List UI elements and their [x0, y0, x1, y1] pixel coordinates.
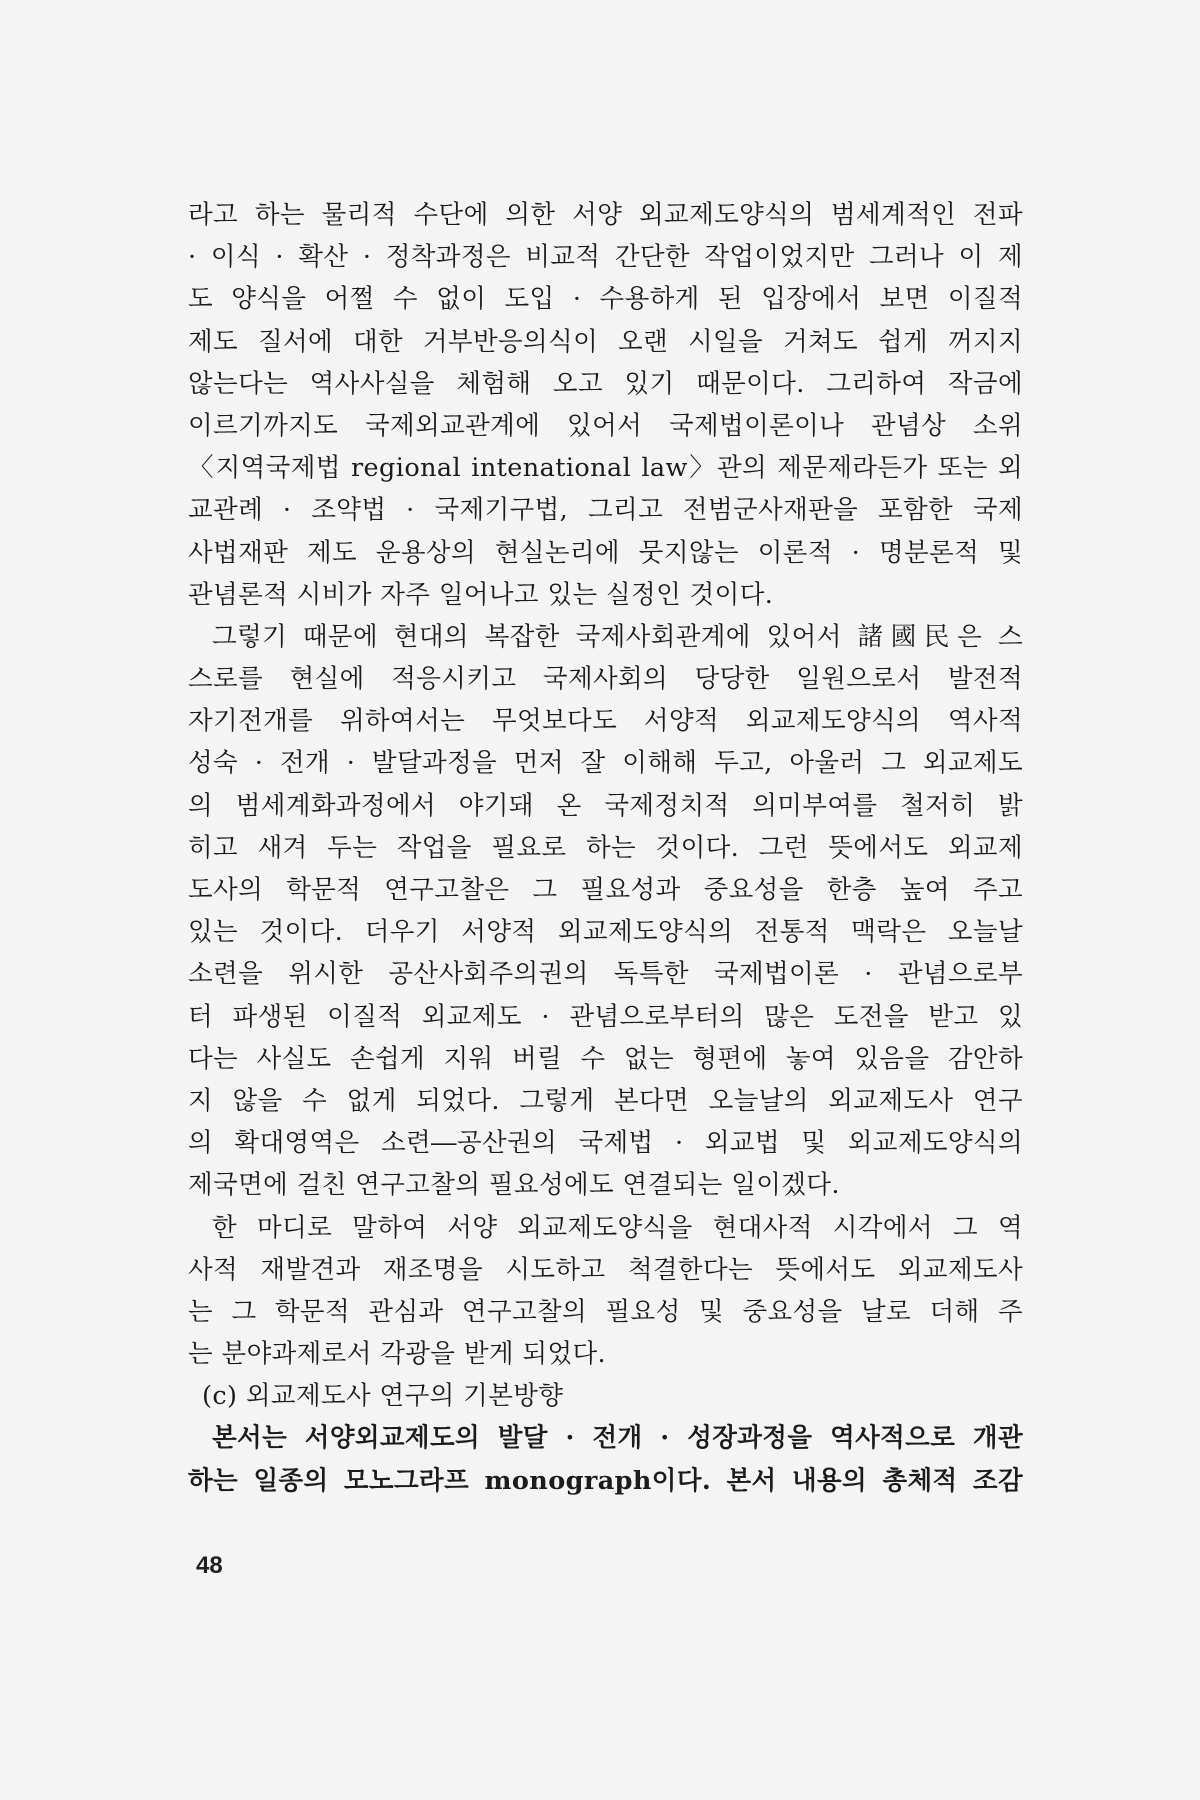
text-line: 교관례 · 조약법 · 국제기구법, 그리고 전범군사재판을 포함한 국제: [188, 495, 1023, 526]
text-line: 성숙 · 전개 · 발달과정을 먼저 잘 이해해 두고, 아울러 그 외교제도: [188, 748, 1023, 779]
text-line: 라고 하는 물리적 수단에 의한 서양 외교제도양식의 범세계적인 전파: [188, 200, 1023, 230]
text-line: 제국면에 걸친 연구고찰의 필요성에도 연결되는 일이겠다.: [188, 1170, 840, 1201]
page-number: 48: [196, 1552, 223, 1579]
text-line: 히고 새겨 두는 작업을 필요로 하는 것이다. 그런 뜻에서도 외교제: [188, 832, 1023, 863]
text-line: 관념론적 시비가 자주 일어나고 있는 실정인 것이다.: [188, 579, 774, 610]
text-line: 소련을 위시한 공산사회주의권의 독특한 국제법이론 · 관념으로부: [188, 959, 1023, 990]
body-text: [188, 194, 1023, 1502]
text-line: 는 그 학문적 관심과 연구고찰의 필요성 및 중요성을 날로 더해 주: [188, 1296, 1023, 1327]
text-line: 의 확대영역은 소련―공산권의 국제법 · 외교법 및 외교제도양식의: [188, 1128, 1023, 1159]
text-line: 는 분야과제로서 각광을 받게 되었다.: [188, 1339, 607, 1370]
paragraph: [188, 616, 1023, 1207]
text-line: 도사의 학문적 연구고찰은 그 필요성과 중요성을 한층 높여 주고: [188, 875, 1023, 905]
text-line: 스로를 현실에 적응시키고 국제사회의 당당한 일원으로서 발전적: [188, 664, 1023, 695]
text-line: 그렇기 때문에 현대의 복잡한 국제사회관계에 있어서 諸國民은 스: [212, 621, 1023, 652]
text-line: 〈지역국제법 regional intenational law〉관의 제문제라든가 또는 외: [188, 453, 1023, 484]
paragraph: [188, 194, 1023, 616]
text-line: 하는 일종의 모노그라프 monograph이다. 본서 내용의 총체적 조감: [188, 1465, 1023, 1496]
paragraph: [188, 1417, 1023, 1501]
text-line: 사적 재발견과 재조명을 시도하고 척결한다는 뜻에서도 외교제도사: [188, 1254, 1023, 1285]
text-line: 도 양식을 어쩔 수 없이 도입 · 수용하게 된 입장에서 보면 이질적: [188, 284, 1023, 315]
text-line: 의 범세계화과정에서 야기돼 온 국제정치적 의미부여를 철저히 밝: [188, 790, 1023, 821]
text-line: 않는다는 역사사실을 체험해 오고 있기 때문이다. 그리하여 작금에: [188, 368, 1023, 399]
text-line: 터 파생된 이질적 외교제도 · 관념으로부터의 많은 도전을 받고 있: [188, 1001, 1023, 1032]
text-line: 있는 것이다. 더우기 서양적 외교제도양식의 전통적 맥락은 오늘날: [188, 917, 1023, 948]
text-line: 한 마디로 말하여 서양 외교제도양식을 현대사적 시각에서 그 역: [212, 1212, 1023, 1243]
text-line: 제도 질서에 대한 거부반응의식이 오랜 시일을 거쳐도 쉽게 꺼지지: [188, 326, 1023, 357]
text-line: 지 않을 수 없게 되었다. 그렇게 본다면 오늘날의 외교제도사 연구: [188, 1085, 1023, 1116]
text-line: 사법재판 제도 운용상의 현실논리에 뭇지않는 이론적 · 명분론적 및: [188, 537, 1023, 568]
text-line: 본서는 서양외교제도의 발달 · 전개 · 성장과정을 역사적으로 개관: [212, 1423, 1023, 1454]
text-line: 자기전개를 위하여서는 무엇보다도 서양적 외교제도양식의 역사적: [188, 706, 1023, 737]
text-line: 다는 사실도 손쉽게 지워 버릴 수 없는 형편에 놓여 있음을 감안하: [188, 1043, 1023, 1074]
paragraph: [188, 1207, 1023, 1376]
text-line: · 이식 · 확산 · 정착과정은 비교적 간단한 작업이었지만 그러나 이 제: [188, 242, 1023, 273]
text-line: 이르기까지도 국제외교관계에 있어서 국제법이론이나 관념상 소위: [188, 410, 1023, 441]
section-heading: (c) 외교제도사 연구의 기본방향: [202, 1381, 564, 1412]
